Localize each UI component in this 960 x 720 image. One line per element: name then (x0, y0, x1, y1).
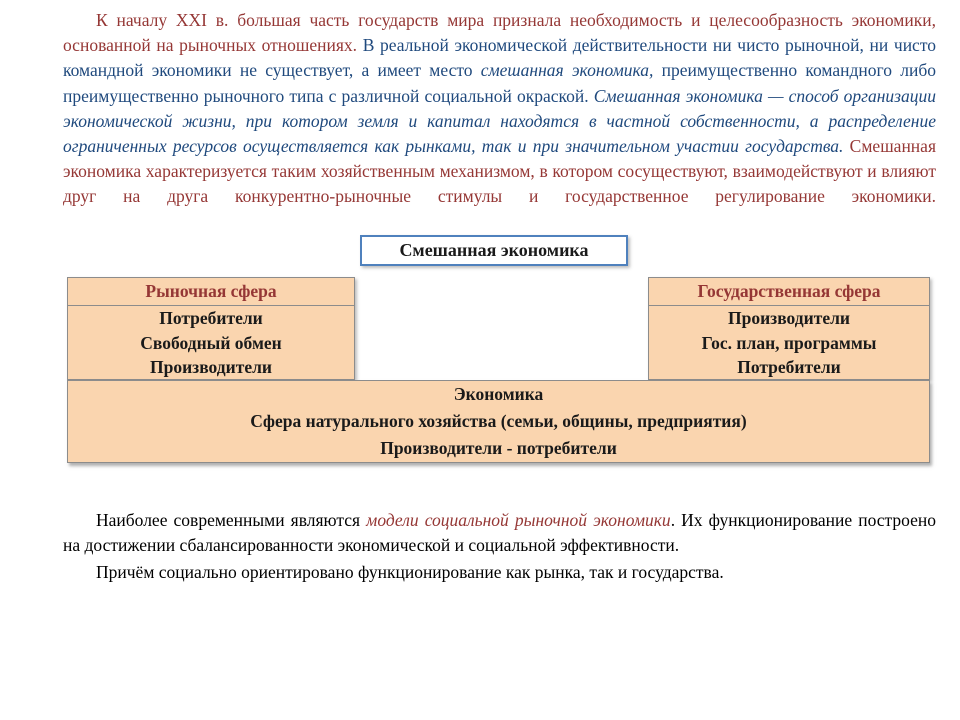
text-run: смешанная экономика, (480, 60, 654, 81)
text-run: В реальной экономической действительности ни чисто рыночной, ни чисто командной экономики не существует, а имеет место (63, 35, 936, 81)
box-line: Потребители (737, 357, 841, 377)
closing-paragraph-2: Причём социально ориентировано функционирование как рынка, так и государства. (96, 562, 724, 582)
box-line: Гос. план, программы (701, 332, 877, 353)
text-run: Смешанная экономика — способ организации экономической жизни, при котором земля и капитал находятся в частной собственности, а распределение ограниченных ресурсов осуществляется как рынками, так и при значительном участии государства. (63, 85, 936, 157)
box-line: Производители (728, 308, 850, 328)
text-run: К началу XXI в. большая часть государств мира признала необходимость и целесообразность экономики, основанной на рыночных отношениях. (63, 10, 936, 56)
diagram-title-box (360, 235, 628, 266)
text-run: . Их функционирование построено на достижении сбалансированности экономической и социальной эффективности. (63, 510, 936, 555)
state-sphere-items (649, 306, 929, 380)
diagram-title: Смешанная экономика (399, 240, 589, 260)
box-line: Свободный обмен (140, 332, 282, 353)
text-run: модели социальной рыночной экономики (366, 510, 671, 530)
market-sphere-items (68, 306, 354, 380)
economy-box (67, 380, 930, 463)
text-run: Смешанная экономика характеризуется таким хозяйственным механизмом, в котором сосуществуют, взаимодействуют и влияют друг на друга конкурентно-рыночные стимулы и государственное регулирование экономики. (63, 136, 936, 207)
box-line: Экономика (453, 384, 544, 404)
closing-paragraph-1 (63, 508, 936, 558)
closing-block (63, 508, 936, 585)
box-line: Потребители (159, 308, 263, 328)
text-run: Наиболее современными являются (96, 510, 367, 530)
box-line: Производители (150, 357, 272, 377)
state-sphere-header: Государственная сфера (649, 278, 929, 306)
text-run: преимущественно командного либо преимущественно рыночного типа с различной социальной окраской. (63, 60, 936, 106)
box-line: Производители - потребители (380, 438, 617, 458)
intro-paragraph (63, 8, 936, 210)
box-line: Сфера натурального хозяйства (семьи, общины, предприятия) (250, 411, 747, 431)
market-sphere-box (67, 277, 355, 380)
market-sphere-header: Рыночная сфера (68, 278, 354, 306)
state-sphere-box (648, 277, 930, 380)
